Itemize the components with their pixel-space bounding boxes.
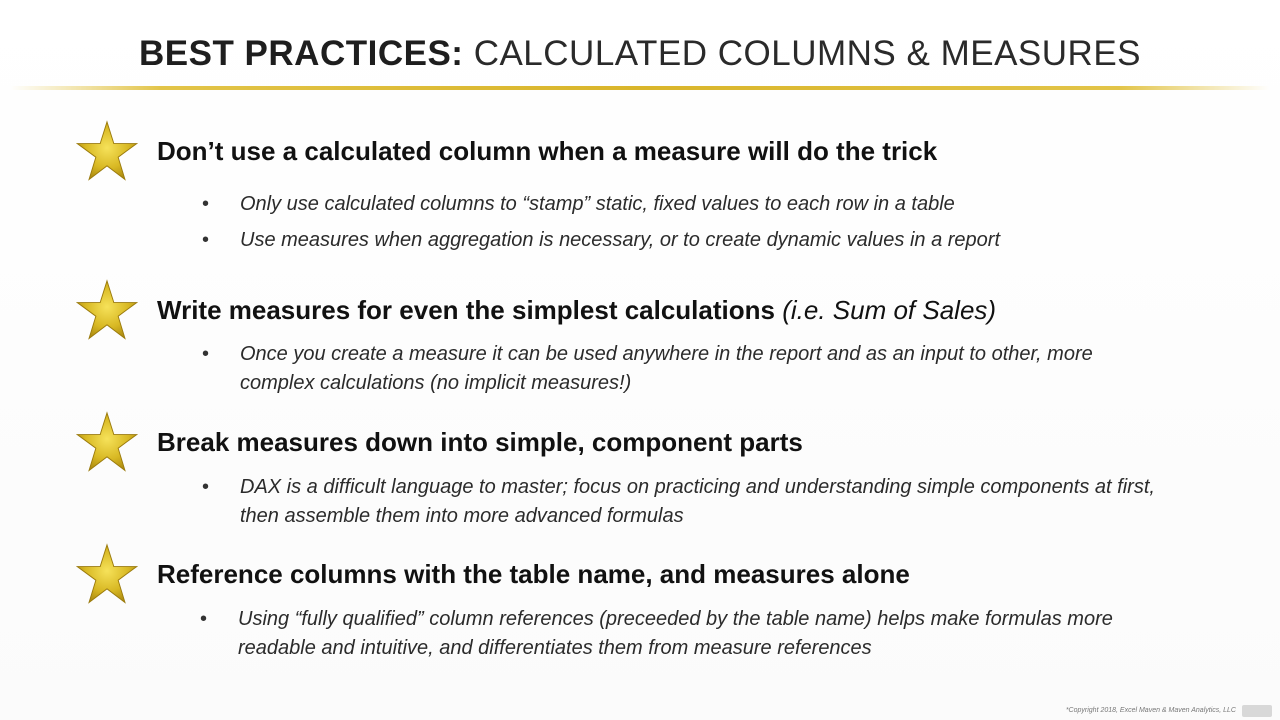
bullet-text: Use measures when aggregation is necessary, or to create dynamic values in a report (240, 229, 1001, 251)
star-icon (76, 120, 138, 182)
practice-heading (157, 295, 996, 326)
bullet-item (200, 340, 1160, 398)
practice-heading-text: Reference columns with the table name, and measures alone (157, 559, 910, 589)
star-icon (76, 543, 138, 605)
practice-heading-text: Don’t use a calculated column when a measure will do the trick (157, 136, 938, 166)
slide-title (0, 34, 1280, 74)
star-icon (76, 411, 138, 473)
bullet-dot: • (202, 343, 210, 365)
practice-heading-text: Break measures down into simple, component parts (157, 427, 803, 457)
practice-bullets (200, 340, 1160, 405)
watermark-logo (1242, 705, 1272, 717)
bullet-text: Once you create a measure it can be used anywhere in the report and as an input to other, more complex calculations (no implicit measures!) (240, 343, 1093, 394)
bullet-dot: • (202, 476, 210, 498)
practice-heading-note: (i.e. Sum of Sales) (782, 295, 997, 325)
copyright-notice: *Copyright 2018, Excel Maven & Maven Analytics, LLC (1065, 707, 1236, 714)
bullet-item (200, 473, 1160, 531)
title-underline (10, 86, 1270, 90)
title-bold: BEST PRACTICES: (138, 34, 464, 73)
bullet-item (200, 226, 1160, 255)
bullet-text: Only use calculated columns to “stamp” static, fixed values to each row in a table (240, 193, 955, 215)
bullet-dot: • (202, 193, 210, 215)
practice-heading (157, 559, 910, 590)
star-icon (76, 279, 138, 341)
practice-heading (157, 427, 803, 458)
bullet-item (198, 605, 1158, 663)
practice-bullets (198, 605, 1158, 670)
practice-bullets (200, 473, 1160, 538)
title-rest: CALCULATED COLUMNS & MEASURES (473, 34, 1142, 73)
practice-heading (157, 136, 937, 167)
bullet-text: DAX is a difficult language to master; focus on practicing and understanding simple components at first, then assemble them into more advanced formulas (240, 476, 1155, 527)
bullet-dot: • (202, 229, 210, 251)
practice-bullets (200, 190, 1160, 262)
bullet-dot: • (200, 608, 208, 630)
bullet-text: Using “fully qualified” column references (preceeded by the table name) helps make formulas more readable and intuitive, and differentiates them from measure references (238, 608, 1113, 659)
bullet-item (200, 190, 1160, 219)
practice-heading-text: Write measures for even the simplest calculations (157, 295, 775, 325)
